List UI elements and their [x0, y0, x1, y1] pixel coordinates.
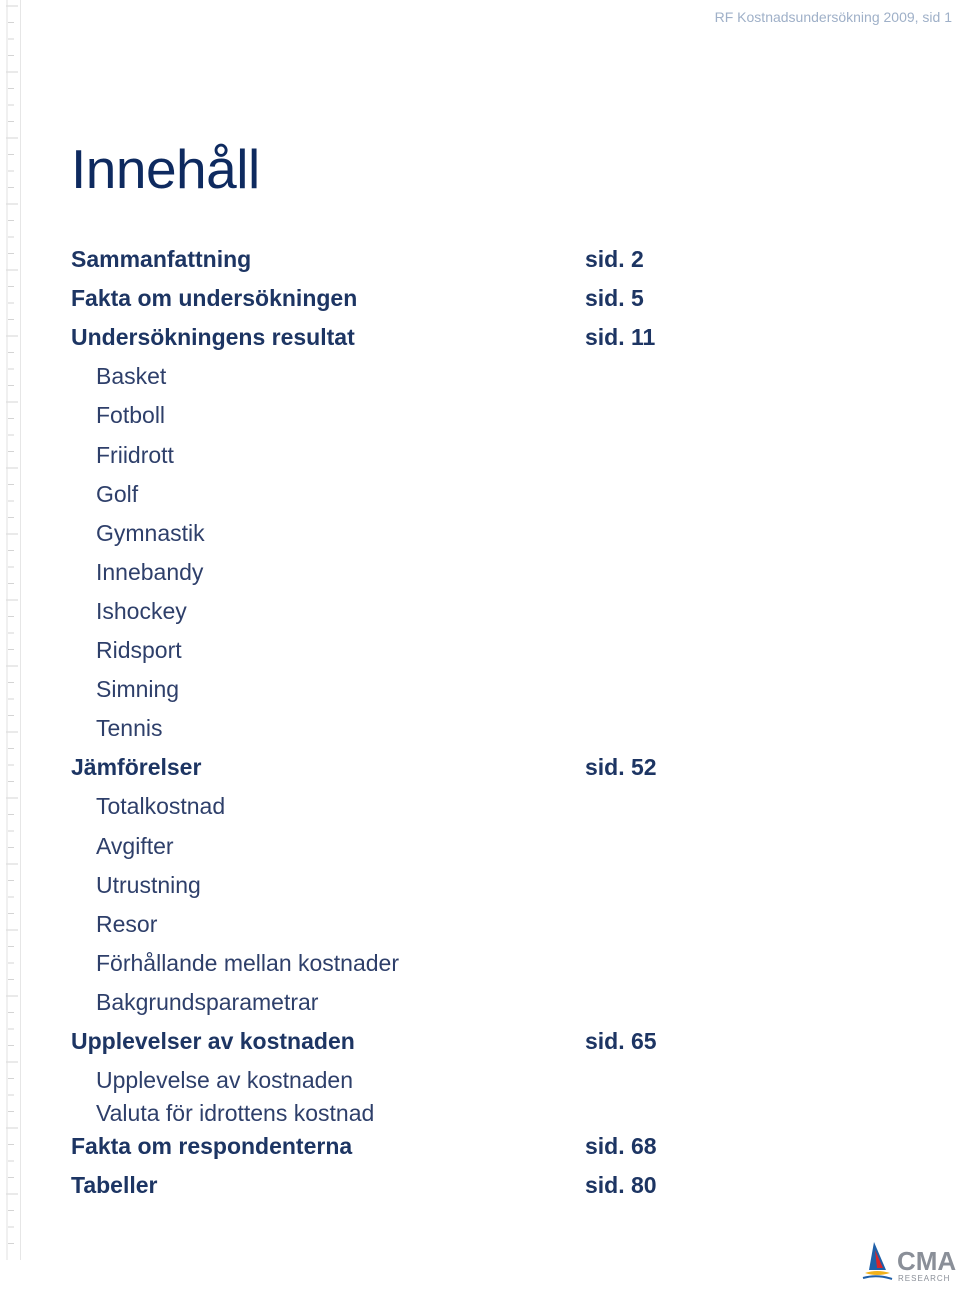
toc-subitem-label: Totalkostnad: [96, 793, 226, 820]
cma-research-logo: [860, 1240, 960, 1286]
toc-subitem-row: [0, 987, 700, 1017]
toc-section-row: [0, 1131, 700, 1161]
toc-section-label: Tabeller: [71, 1172, 158, 1199]
toc-subitem-row: [0, 713, 700, 743]
toc-subitem-row: [0, 479, 700, 509]
toc-section-label: Sammanfattning: [71, 246, 252, 272]
toc-page-number: sid. 52: [585, 754, 657, 781]
toc-subitem-row: [0, 831, 700, 861]
toc-subitem-row: [0, 909, 700, 939]
toc-subitem-row: [0, 1065, 700, 1095]
toc-subitem-row: [0, 870, 700, 900]
toc-page-number: sid. 2: [585, 246, 644, 272]
toc-subitem-row: [0, 440, 700, 470]
toc-section-row: [0, 1170, 700, 1200]
toc-section-label: Upplevelser av kostnaden: [71, 1028, 355, 1054]
toc-subitem-row: [0, 1098, 700, 1128]
toc-subitem-label: Tennis: [96, 715, 163, 742]
toc-subitem-label: Ishockey: [96, 597, 187, 624]
toc-subitem-label: Upplevelse av kostnaden: [96, 1067, 353, 1094]
toc-section-label: Fakta om undersökningen: [71, 285, 358, 312]
toc-section-label: Jämförelser: [71, 754, 202, 781]
toc-subitem-label: Valuta för idrottens kostnad: [96, 1100, 375, 1127]
toc-subitem-label: Gymnastik: [96, 519, 205, 546]
toc-page-number: sid. 80: [585, 1172, 657, 1199]
toc-subitem-label: Ridsport: [96, 637, 182, 663]
toc-subitem-label: Basket: [96, 363, 167, 390]
toc-section-row: [0, 244, 700, 274]
toc-subitem-row: [0, 400, 700, 430]
toc-section-row: [0, 752, 700, 782]
toc-subitem-label: Bakgrundsparametrar: [96, 988, 319, 1015]
logo-text: CMA: [897, 1246, 957, 1276]
toc-subitem-row: [0, 557, 700, 587]
toc-page-number: sid. 68: [585, 1133, 657, 1160]
toc-subitem-row: [0, 948, 700, 978]
toc-subitem-label: Innebandy: [96, 558, 204, 585]
toc-section-label: Fakta om respondenterna: [71, 1133, 353, 1160]
toc-subitem-label: Golf: [96, 480, 139, 507]
toc-subitem-row: [0, 635, 700, 665]
toc-section-row: [0, 283, 700, 313]
toc-subitem-label: Fotboll: [96, 402, 166, 429]
logo-subtext: RESEARCH: [898, 1274, 951, 1283]
toc-page-number: sid. 65: [585, 1028, 657, 1054]
toc-subitem-label: Resor: [96, 910, 158, 937]
toc-subitem-row: [0, 518, 700, 548]
toc-section-row: [0, 1026, 700, 1056]
toc-section-label: Undersökningens resultat: [71, 324, 355, 351]
page-title: Innehåll: [71, 138, 260, 200]
toc-subitem-row: [0, 596, 700, 626]
toc-subitem-label: Simning: [96, 676, 180, 703]
toc-subitem-label: Förhållande mellan kostnader: [96, 949, 400, 976]
toc-subitem-label: Friidrott: [96, 441, 174, 468]
toc-subitem-row: [0, 791, 700, 821]
toc-subitem-label: Avgifter: [96, 832, 174, 859]
toc-page-number: sid. 5: [585, 285, 644, 312]
toc-subitem-row: [0, 674, 700, 704]
toc-subitem-label: Utrustning: [96, 871, 201, 898]
toc-section-row: [0, 322, 700, 352]
sailboat-icon: [863, 1242, 892, 1279]
toc-subitem-row: [0, 361, 700, 391]
toc-page-number: sid. 11: [585, 324, 656, 351]
page-header: RF Kostnadsundersökning 2009, sid 1: [714, 9, 952, 25]
